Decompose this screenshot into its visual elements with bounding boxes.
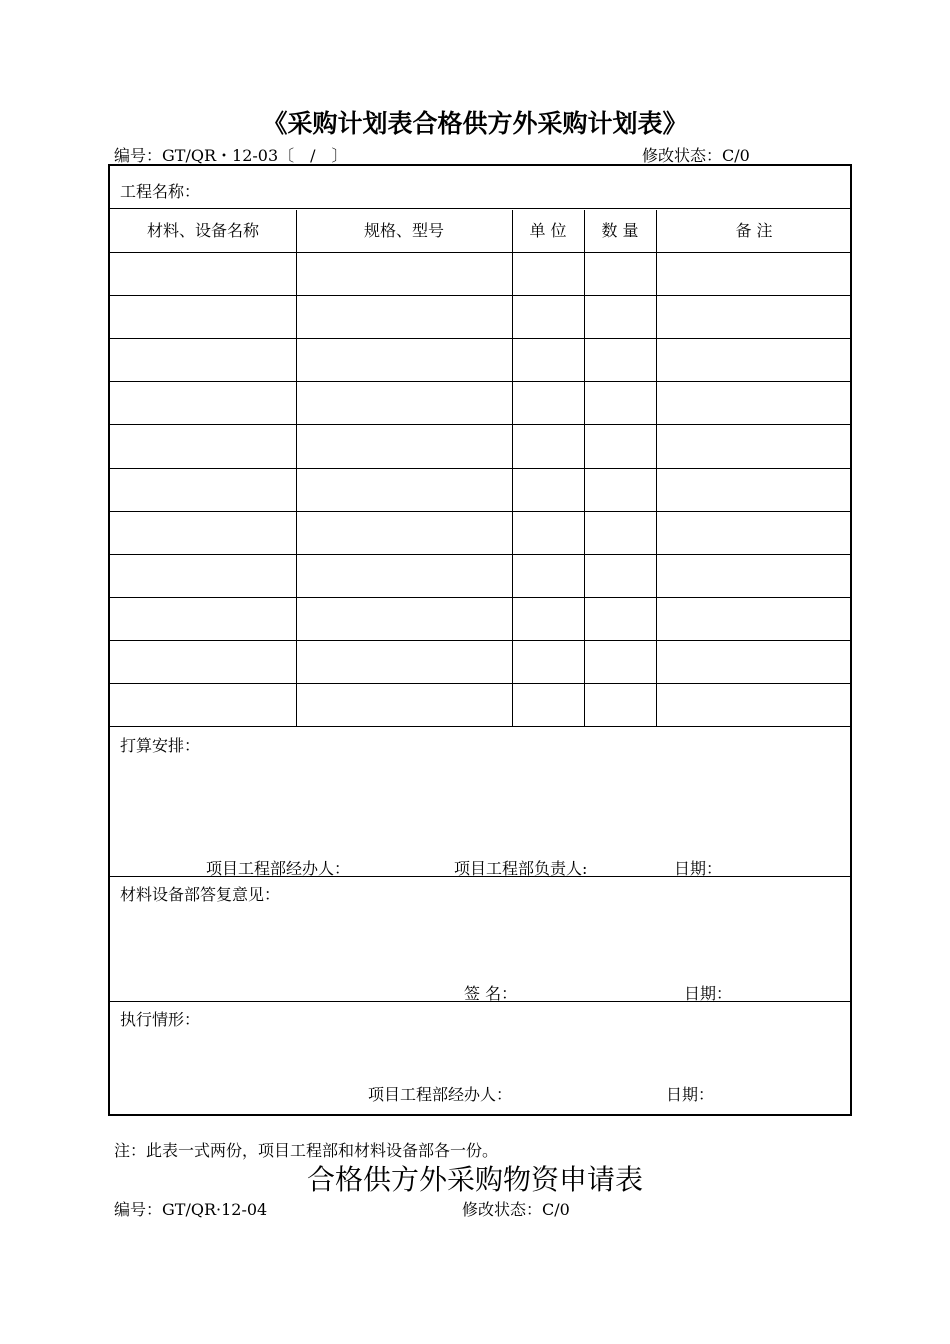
row-line bbox=[110, 468, 850, 469]
column-line bbox=[584, 210, 585, 726]
plan-table bbox=[108, 164, 852, 1116]
row-line bbox=[110, 511, 850, 512]
row-line bbox=[110, 338, 850, 339]
exec-date-label: 日期： bbox=[666, 1085, 715, 1104]
header-quantity: 数 量 bbox=[601, 221, 639, 240]
column-line bbox=[656, 210, 657, 726]
form-code: 编号：GT/QR・12-03〔 / 〕 bbox=[114, 146, 348, 165]
form-title: 《采购计划表合格供方外采购计划表》 bbox=[262, 109, 688, 138]
row-line bbox=[110, 295, 850, 296]
revision-status: 修改状态：C/0 bbox=[642, 146, 750, 165]
plan-responsible-label: 项目工程部负责人: bbox=[454, 859, 588, 878]
row-line bbox=[110, 640, 850, 641]
header-unit: 单 位 bbox=[529, 221, 567, 240]
form2-title: 合格供方外采购物资申请表 bbox=[306, 1163, 643, 1196]
footnote: 注：此表一式两份，项目工程部和材料设备部各一份。 bbox=[114, 1141, 499, 1160]
form2-code: 编号：GT/QR·12-04 bbox=[114, 1200, 268, 1219]
row-line bbox=[110, 683, 850, 684]
header-remarks: 备 注 bbox=[735, 221, 773, 240]
plan-date-label: 日期： bbox=[674, 859, 723, 878]
divider bbox=[110, 1001, 850, 1002]
form2-revision-status: 修改状态：C/0 bbox=[462, 1200, 570, 1219]
row-line bbox=[110, 554, 850, 555]
row-line bbox=[110, 597, 850, 598]
plan-label: 打算安排： bbox=[120, 736, 201, 755]
project-name-label: 工程名称： bbox=[120, 182, 201, 201]
reply-sign-label: 签 名： bbox=[464, 984, 518, 1003]
exec-label: 执行情形： bbox=[120, 1010, 201, 1029]
column-line bbox=[512, 210, 513, 726]
plan-handler-label: 项目工程部经办人： bbox=[206, 859, 351, 878]
row-line bbox=[110, 381, 850, 382]
exec-handler-label: 项目工程部经办人： bbox=[368, 1085, 513, 1104]
row-line bbox=[110, 424, 850, 425]
header-spec-model: 规格、型号 bbox=[363, 221, 444, 240]
reply-date-label: 日期： bbox=[684, 984, 733, 1003]
column-line bbox=[296, 210, 297, 726]
reply-label: 材料设备部答复意见： bbox=[120, 885, 281, 904]
divider bbox=[110, 876, 850, 877]
table-bottom-line bbox=[110, 726, 850, 727]
header-material-name: 材料、设备名称 bbox=[146, 221, 259, 240]
divider bbox=[110, 208, 850, 209]
row-line bbox=[110, 252, 850, 253]
